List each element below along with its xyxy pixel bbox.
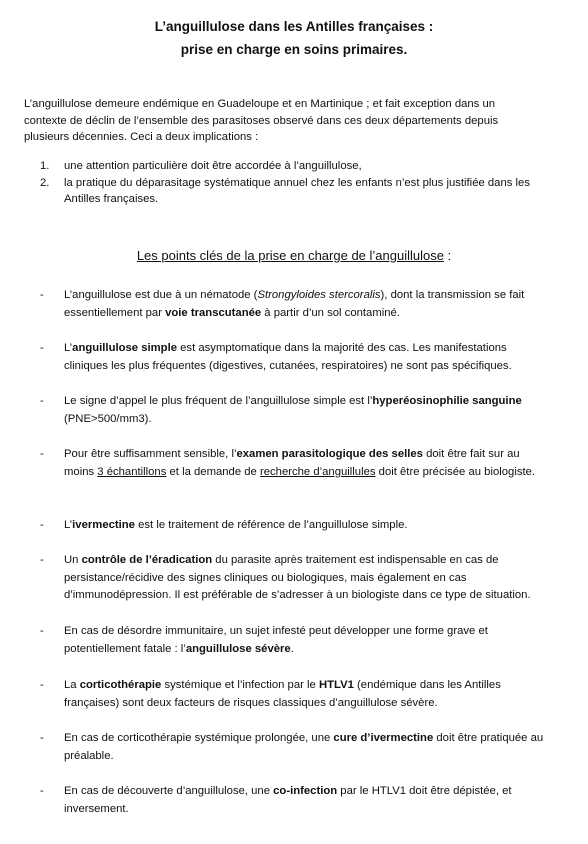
text-run: Pour être suffisamment sensible, l’ <box>64 448 237 460</box>
underlined-text: recherche d’anguillules <box>259 465 376 478</box>
bullet-dash: - <box>40 289 44 301</box>
key-point <box>40 287 544 322</box>
text-run: L’ <box>64 519 73 531</box>
key-point <box>40 552 544 605</box>
key-point-text <box>64 730 544 765</box>
emphasis-text: hyperéosinophilie sanguine <box>372 395 522 407</box>
key-point-text <box>64 623 544 658</box>
text-run: La <box>64 679 80 691</box>
text-run: du parasite après traitement est indispensable en cas de persistance/récidive des signes cliniques ou biologiques, mais également en cas d’immunodépression. Il est préférable de s’adresser à un biologiste dans ce type de situation. <box>64 554 531 601</box>
key-point-text <box>64 517 544 535</box>
intro-paragraph: L’anguillulose demeure endémique en Guadeloupe et en Martinique ; et fait exception dans un contexte de déclin de l’ensemble des parasitoses observé dans ces deux départements depuis plusieurs décennies. Ceci a deux implications : <box>24 98 499 143</box>
emphasis-text: cure d’ivermectine <box>333 732 434 744</box>
implication-number: 2. <box>40 176 50 189</box>
text-run: En cas de désordre immunitaire, un sujet infesté peut développer une forme grave et potentiellement fatale : l’ <box>64 625 488 655</box>
text-run: Un <box>64 554 82 566</box>
bullet-dash: - <box>40 785 44 797</box>
emphasis-text: HTLV1 <box>318 679 354 691</box>
bullet-dash: - <box>40 679 44 691</box>
emphasis-text: contrôle de l’éradication <box>81 554 213 566</box>
species-name: Strongyloides stercoralis <box>257 289 381 301</box>
text-run: Le signe d’appel le plus fréquent de l’anguillulose simple est l’ <box>64 395 373 407</box>
key-point-text <box>64 287 544 322</box>
emphasis-text: voie transcutanée <box>165 306 262 319</box>
key-point <box>40 446 544 481</box>
implication-item <box>40 158 550 175</box>
text-run: L’ <box>64 342 73 354</box>
section-title-text: Les points clés de la prise en charge de l’anguillulose <box>136 248 444 263</box>
text-run: (endémique dans les Antilles françaises) sont deux facteurs de risques classiques d’anguillulose sévère. <box>64 679 501 709</box>
key-point-text <box>64 677 544 712</box>
bullet-dash: - <box>40 342 44 354</box>
key-point <box>40 783 544 818</box>
emphasis-text: corticothérapie <box>79 679 162 691</box>
key-point <box>40 677 544 712</box>
section-title-suffix: : <box>443 248 452 263</box>
key-point <box>40 393 544 428</box>
bullet-dash: - <box>40 625 44 637</box>
underlined-text: 3 échantillons <box>97 465 167 478</box>
text-run: En cas de corticothérapie systémique prolongée, une <box>64 732 334 744</box>
text-run: systémique et l’infection par le <box>161 679 319 691</box>
bullet-dash: - <box>40 519 44 531</box>
bullet-dash: - <box>40 732 44 744</box>
key-point <box>40 623 544 658</box>
key-point-text <box>64 446 544 481</box>
key-point-text <box>64 552 544 605</box>
text-run: par le HTLV1 doit être dépistée, et inversement. <box>64 785 512 815</box>
key-point <box>40 730 544 765</box>
text-run: ), dont la transmission se fait essentiellement par <box>64 289 525 319</box>
implication-item <box>40 175 550 208</box>
text-run: doit être pratiquée au préalable. <box>64 732 544 762</box>
bullet-dash: - <box>40 554 44 566</box>
bullet-dash: - <box>40 395 44 407</box>
key-point <box>40 517 544 535</box>
key-point-text <box>64 340 544 375</box>
text-run: . <box>290 642 294 655</box>
text-run: est asymptomatique dans la majorité des cas. Les manifestations cliniques les plus fréquentes (digestives, cutanées, respiratoires) ne sont pas spécifiques. <box>64 342 512 372</box>
document-title-line-1: L’anguillulose dans les Antilles françaises : <box>154 19 434 34</box>
text-run: (PNE>500/mm3). <box>64 412 152 425</box>
implication-text: la pratique du déparasitage systématique annuel chez les enfants n’est plus justifiée dans les Antilles françaises. <box>64 176 530 205</box>
emphasis-text: co-infection <box>273 785 338 797</box>
key-point-text <box>64 393 544 428</box>
text-run: est le traitement de référence de l’anguillulose simple. <box>134 519 408 531</box>
emphasis-text: examen parasitologique des selles <box>236 448 423 460</box>
text-run: En cas de découverte d’anguillulose, une <box>64 785 274 797</box>
emphasis-text: anguillulose simple <box>72 342 178 354</box>
text-run: et la demande de <box>166 465 260 478</box>
implication-text: une attention particulière doit être accordée à l’anguillulose, <box>64 160 362 172</box>
emphasis-text: anguillulose sévère <box>185 642 291 655</box>
text-run: doit être fait sur au moins <box>64 448 520 478</box>
key-point <box>40 340 544 375</box>
implications-list <box>40 158 550 208</box>
text-run: doit être précisée au biologiste. <box>375 465 536 478</box>
emphasis-text: ivermectine <box>72 519 135 531</box>
document-title-line-2: prise en charge en soins primaires. <box>180 42 408 57</box>
text-run: L’anguillulose est due à un nématode ( <box>64 289 258 301</box>
text-run: à partir d’un sol contaminé. <box>261 306 400 319</box>
implication-number: 1. <box>40 160 50 172</box>
section-title <box>0 248 588 263</box>
bullet-dash: - <box>40 448 44 460</box>
key-point-text <box>64 783 544 818</box>
